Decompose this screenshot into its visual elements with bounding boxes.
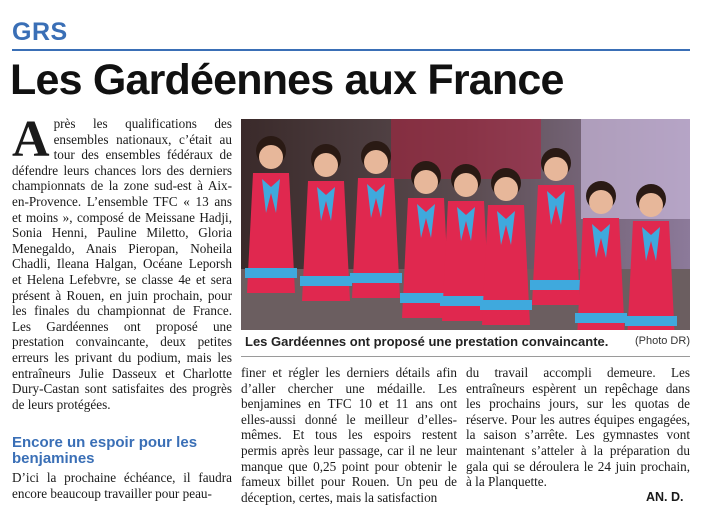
team-photo bbox=[241, 119, 690, 330]
caption-rule bbox=[241, 356, 690, 357]
section-rule bbox=[12, 49, 690, 51]
photo-caption: Les Gardéennes ont proposé une prestation convaincante. bbox=[245, 334, 609, 349]
photo-caption-bar bbox=[241, 334, 690, 354]
drop-cap: A bbox=[12, 111, 50, 168]
article-text-col3: du travail accompli demeure. Les entraîneurs espèrent un repêchage dans les prochains jours, sur les quotas de réserve. Pour les autres équipes engagées, la saison s’arrête. Les gymnastes vont maintenant s’atteler à la préparation du gala qui se déroulera le 24 juin prochain, à la Planquette. bbox=[466, 365, 690, 490]
author-signature: AN. D. bbox=[646, 490, 684, 504]
article-text-col1: près les qualifications des ensembles nationaux, c’était au tour des ensembles fédéraux de défendre leurs chances lors des derniers championnats de la zone sud-est à Aix-en-Provence. L’ensemble TFC « 13 ans et moins », composé de Meissane Hadji, Sonia Henni, Pauline Miletto, Gloria Menegaldo, Anais Pieropan, Noheila Chadli, Ileana Halgan, Océane Leporsh et Helena Lefebvre, se classe 4e et sera présent à Rouen, en juin prochain, pour les finales du championnat de France. Les Gardéennes ont proposé une prestation convaincante, deux petites erreurs les privant du podium, mais les entraîneurs Julie Dasseux et Charlotte Dury-Castan sont satisfaites des progrès de leurs protégées. bbox=[12, 116, 232, 412]
team-photo-illustration bbox=[241, 119, 690, 330]
article-text-col1b: D’ici la prochaine échéance, il faudra encore beaucoup travailler pour peau- bbox=[12, 470, 232, 501]
article-text-col2: finer et régler les derniers détails afin d’aller chercher une médaille. Les benjamines en TFC 10 et 11 ans ont elles-aussi donné le meilleur d’elles-mêmes. Et tous les espoirs restent permis après leur passage, car il ne leur manque que 0,25 point pour obtenir le fameux billet pour Rouen. Un peu de déception, certes, mais la satisfaction bbox=[241, 365, 457, 505]
headline: Les Gardéennes aux France bbox=[10, 56, 564, 104]
subheading: Encore un espoir pour les benjamines bbox=[12, 434, 198, 467]
article-column-1 bbox=[12, 111, 232, 412]
photo-credit: (Photo DR) bbox=[634, 335, 690, 347]
section-label: GRS bbox=[12, 18, 68, 46]
